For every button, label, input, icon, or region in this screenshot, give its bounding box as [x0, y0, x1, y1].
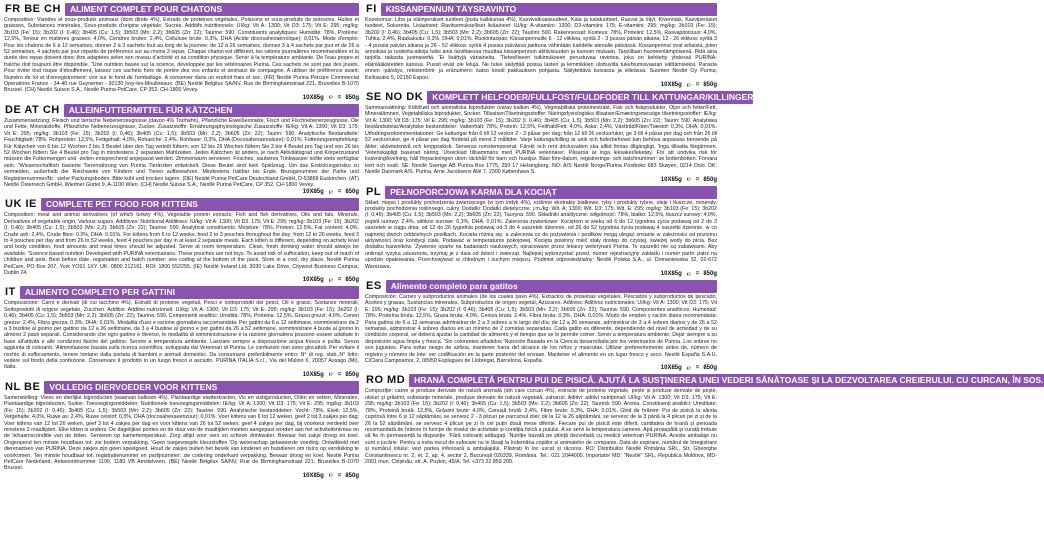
pack-count: 10X85g — [660, 365, 682, 372]
net-weight-line — [365, 81, 717, 89]
equals-sign: = — [695, 82, 700, 89]
equals-sign: = — [337, 189, 342, 196]
section-body: Composition: Viandes et sous-produits animaux (dont dinde 4%), Extraits de protéines végétales, Poissons et sous-produits de poissons, Huiles et graisses, Substances minérales, Sous-produits d'origine végétale, Sucres. Additifs nutritionnels: UI/kg: Vit A: 1300; Vit D3: 175; Vit E: 295; mg/kg: 3b103 (Fe: 15); 3b202 (I: 0,46); 3b405 (Cu: 1,5); 3b503 (Mn: 2,2); 3b605 (Zn: 22); Taurine: 590. Constituants analytiques: Humidité: 78%, Protéine: 12,5%, Teneur en matières grasses: 4,0%, Cendres brutes: 2,4%, Cellulose brute: 0,3%, DHA (Acide docosahexaénoïque): 0,01%. Mode d'emploi: Pour les chatons de 6 à 12 semaines, donner 2 à 3 sachets tout au long de la journée; de 12 à 26 semaines, donnez 3 à 4 sachets par jour et de 26 à 52 semaines, 4 sachets par jour répartis de préférence sur au moins 2 repas. Chaque chaton est différent, les rations journalières recommandées et la durée des repas doivent donc être adaptées selon son niveau d'activité et sa condition physique. Servir à la température ambiante. De l'eau propre et fraîche doit toujours être disponible. "Une nutrition basée sur la science, développée par les vétérinaires Purina. Ces sachets ne sont pas des jouets. Pour éviter tout risque d'étouffement, laissez ces sachets hors de portée des vos enfants et animaux de compagnie. A utiliser de préférence avant: Numéro de lot et d'enregistrement: voir sur le fond de l'emballage. A conserver dans un endroit frais et sec. (FR) Nestlé Purina Petcare Commercial Operations France - 34-40 rue Guynemer - 92130 Issy-les-Moulineaux. (BE) Nestlé Belgilux SA/NV, Rue de Birminghamstraat 221, Bruxelles B-1070 Brussel. (CH) Nestlé Suisse S.A., Nestlé Purina PetCare, CP 352, CH-1800 Vevey. — [4, 17, 359, 94]
section-header — [4, 381, 359, 394]
estimated-sign-icon: ℮ — [328, 188, 333, 196]
section-title: ALIMENTO COMPLETO PER GATTINI — [20, 286, 359, 299]
section-title: Alimento completo para gatitos — [386, 280, 717, 293]
section-header — [365, 374, 1044, 387]
language-code: SE NO DK — [366, 91, 424, 104]
section-body: Composición: Carnes y subproductos animales (de los cuales pavo 4%), Extractos de proteínas vegetales, Pescados y subproductos de pescado, Aceites y grasas, Sustancias minerales, Subproductos de origen vegetal, Azúcares. Aditivos: Aditivos nutricionales: UI/kg: Vit A: 1300; Vit D3: 175; Vit E: 295; mg/kg: 3b103 (Fe: 15); 3b202 (I: 0,46); 3b405 (Cu: 1,5); 3b503 (Mn: 2,2); 3b605 (Zn: 22); Taurina: 590. Componentes analíticos: Humedad: 78%, Proteína bruta: 12,5%, Grasa bruta: 4,0%, Ceniza bruta: 2,4%, Fibra bruta: 0,3%, DHA: 0,01%. Modo de empleo y ración diaria recomendada: Para gatitos de 6 a 12 semanas administrar de 2 a 3 sobres a lo largo del día; de 12 a 26 semanas, administrar de 3 a 4 sobres diarios y de 26 a 52 semanas, administrar 4 sobres diarios en un mínimo de 2 comidas separadas. Cada gatito es diferente, dependiendo del nivel de actividad y de su condición corporal, se deberá ajustar la cantidad de alimento y el tiempo que se le permite comer. Servir a temperatura ambiente. Dejar siempre a su disposición agua limpia y fresca. 'Sin colorantes añadidos 'Nutrición Basada en la Ciencia desarrollada por los veterinarios de Purina. Los sobres no son juguetes. Para evitar riesgo de asfixia, mantener fuera del alcance de los niños y mascotas. Utilizar preferentemente antes de, número de registro y número de lote: ver codificación en la parte posterior del envase. Mantener el alimento en un lugar fresco y seco. Nestlé España S.A.U. C/Clara Campoamor, 2, 08950 Esplugues de Llobregat, Barcelona, España. — [365, 294, 717, 365]
net-weight-line — [365, 364, 717, 372]
section-header — [4, 198, 359, 211]
net-weight-line — [365, 176, 717, 184]
section-title: COMPLETE PET FOOD FOR KITTENS — [41, 198, 359, 211]
language-code: IT — [5, 286, 16, 299]
net-weight-line — [4, 472, 359, 480]
estimated-sign-icon: ℮ — [328, 371, 333, 379]
equals-sign: = — [337, 94, 342, 101]
section-header — [4, 286, 359, 299]
section-nl — [4, 381, 359, 480]
language-code: NL BE — [5, 380, 41, 393]
estimated-sign-icon: ℮ — [328, 94, 333, 102]
net-weight: 850g — [703, 82, 717, 89]
section-fr — [4, 3, 359, 102]
section-title: KOMPLETT HELFODER/FULLFOST/FULDFODER TILL KATTUNGAR/KILLINGER — [427, 91, 753, 104]
language-code: ES — [366, 280, 382, 292]
net-weight-line — [4, 94, 359, 102]
pack-count: 10X85g — [302, 277, 324, 284]
net-weight: 850g — [703, 176, 717, 183]
section-title: ALLEINFUTTERMITTEL FÜR KÄTZCHEN — [64, 104, 359, 117]
net-weight-line — [4, 371, 359, 379]
section-de — [4, 104, 359, 196]
net-weight: 850g — [345, 94, 359, 101]
net-weight: 850g — [703, 271, 717, 277]
estimated-sign-icon: ℮ — [686, 364, 691, 372]
section-pl — [365, 186, 717, 278]
net-weight: 850g — [345, 189, 359, 196]
net-weight: 850g — [703, 365, 717, 372]
estimated-sign-icon: ℮ — [686, 81, 691, 89]
section-body: Zusammensetzung: Fleisch und tierische Nebenerzeugnisse (davon 4% Truthahn), Pflanzliche Eiweißextrakte, Fisch und Fischnebenerzeugnisse, Öle und Fette, Mineralstoffe, Pflanzliche Nebenerzeugnisse, Zucker. Zusatzstoffe: Ernährungsphysiologische Zusatzstoffe: IE/kg: Vit A: 1300; Vit D3: 175; Vit E: 295; mg/kg: 3b103 (Fe: 15); 3b202 (I: 0,46); 3b405 (Cu: 1,5); 3b503 (Mn: 2,2); 3b605 (Zn: 22); Taurin: 590. Analytische Bestandteile: Feuchtigkeit: 78%, Rohprotein: 12,5%, Fettgehalt: 4,0%, Rohasche: 2,4%, Rohfaser: 0,3%, DHA (Docosahexaensäure): 0,01%. Fütterungsempfehlung: Für Kätzchen von 6 bis 12 Wochen 2 bis 3 Beutel über den Tag verteilt füttern; von 12 bis 26 Wochen füttern Sie 3 bis 4 Beutel pro Tag und von 26 bis 52 Wochen füttern Sie 4 Beutel pro Tag in mindestens 2 separaten Mahlzeiten. Jedes Kätzchen ist anders, je nach Aktivitätsgrad und Körperzustand müssen die Futtermengen und -zeiten entsprechend angepasst werden. Zimmerwarm servieren. Frisches, sauberes Trinkwasser sollte stets verfügbar sein. "Wissenschaftlich basierte Tierernährung von Purina Tierärzten entwickelt. Diese Beutel sind kein Spielzeug. Um das Erstickungsrisiko zu vermeiden, außerhalb der Reichweite von Kindern und Tieren aufbewahren. Mindestens haltbar bis Ende, Bezugsnummer der Partie und Registriernummer/Nr.: siehe Packungsboden. Bitte kühl und trocken lagern. (DE) Nestlé Purina PetCare Deutschland GmbH, D-53869 Euskirchen. (AT) Nestlé Österreich GmbH, Wiedner Gürtel 9, A-1100 Wien. (CH) Nestlé Suisse S.A., Nestlé Purina PetCare, CP 352, CH-1800 Vevey. — [4, 117, 359, 188]
section-ro — [365, 374, 1044, 465]
equals-sign: = — [695, 176, 700, 183]
section-header — [365, 186, 717, 199]
section-header — [4, 3, 359, 16]
language-code: DE AT CH — [5, 103, 60, 116]
section-header — [4, 104, 359, 117]
pack-count: 10X85g — [660, 176, 682, 183]
section-body: Composition: meat and animal derivatives (of which turkey 4%), Vegetable protein extracts, Fish and fish derivatives, Oils and fats, Minerals, Derivatives of vegetable origin, Various sugars. Additives: Nutritional Additives: IU/kg: Vit A: 1300; Vit D3: 175; Vit E: 295; mg/kg: 3b103 (Fe: 15); 3b202 (I: 0,46); 3b405 (Cu: 1,5); 3b503 (Mn: 2,2); 3b605 (Zn: 22); Taurine: 590. Analytical constituents: Moisture: 78%, Protein: 12.5%, Fat content: 4.0%, Crude ash: 2.4%, Crude fibre: 0.3%, DHA: 0.01%. For kittens from 6 to 12 weeks, feed 2 to 3 pouches throughout the day; from 12 to 26 weeks, feed 3 to 4 pouches per day and from 26 to 52 weeks, feed 4 pouches per day in at least 2 separate meals. Each kitten is different, depending on activity level and body condition, food amounts and meal times should be adjusted. Serve at room temperature. Clean, fresh drinking water should always be available. 'Science based nutrition Developed with PURINA veterinarians. These pouches are not toys. To avoid risk of suffocation, keep out of reach of children and pets. Best before date, registration and batch number: see coding at the bottom of the pack. Store in a cool, dry place. Nestlé Purina PetCare, PO Box 207, York YO91 1XY. UK: 0800 212161, ROI: 1800 552255. (IE) Nestlé Ireland Ltd, 3030 Lake Drive, Citywest Business Campus, Dublin 24. — [4, 212, 359, 276]
language-code: RO MD — [366, 374, 406, 387]
pack-count: 10X85g — [302, 189, 324, 196]
section-body: Koostumus: Liha ja eläinperäiset tuotteet (josta kalkkunaa 4%), Kasvivalkuaisuutteet, Kala ja kalatuotteet, Rasvat ja öljyt, Kivennäis, Kasviperäiset tuotteet, Sokereita. Lisäaineet: Ravitsemukselliset lisäaineet: IU/kg: A-vitamiini: 1300; D3-vitamiini: 175; E-vitamiini: 295; mg/kg: 3b103 (Fe: 15); 3b202 (I: 0,46); 3b405 (Cu: 1,5); 3b503 (Mn: 2,2); 3b605 (Zn: 22); Tauriini: 590. Rakenneosat: Kosteus: 78%, Proteiini: 12,5%, Rasvapitoisuus: 4,0%, Tuhka: 2,4%, Raakakuitu: 0,3%, DHA: 0,01%. Ruokintaopas: Kissanpennuille 6 - 12 viikkoa, syötä 2 - 3 pussia päivän aikana; 12 - 26 viikkoa: syötä 3 - 4 pussia päivän aikana ja 26 - 52 viikkoa: syötä 4 pussia päivässä jaettuna vähintään kahdelle aterialle päivässä. Kissanpennut ovat erilaisia, joten annoksia ja ruokinta-aikoja tulisi aina tarvittaessa muuttaa kissanpennun aktiivisuuden ja kunnon mukaan. Tarjoillaan huoneenlämpöisenä. Pidä aina tarjolla raikasta juomavettä. 'Ei lisättyjä väriaineita. 'Tieteelliseen tutkimukseen perustuvaa ravintoa, joka on kehitetty yhdessä PURINA-eläinlääkäreiden kanssa. Pussit eivät ole leluja. Ne tulee säilyttää poissa lasten ja lemmikkien ulottuvilta tukehtumisvaaran välttämiseksi. Parasta ennen -päiväys, rekisteröinti- ja eränumero: katso koodi pakkauksen pohjasta. Säilytettävä kuivassa ja viileässä. Suomen Nestlé Oy Purina, Kelloaukio 5, 02150 Espoo. — [365, 17, 717, 81]
section-body: Skład: mięso i produkty pochodzenia zwierzęcego (w tym indyk 4%), roślinne ekstrakty białkowe, ryby i produkty rybne, oleje i tłuszcze, minerały, produkty pochodzenia roślinnego, cukry. Dodatki: Dodatki dietetyczne: j.m./kg: Wit. A: 1300; Wit. D3: 175; Wit. E: 295; mg/kg: 3b103 (Fe: 15); 3b202 (I: 0,46); 3b405 (Cu: 1,5); 3b503 (Mn: 2,2); 3b605 (Zn: 22); Tauryna: 590. Składniki analityczne: wilgotność: 78%, białko: 12,5%, tłuszcz surowy: 4,0%, popiół surowy: 2,4%, włókno surowe: 0,3%, DHA: 0,01%. Zalecenia żywieniowe: Kociętom w wieku od 6 do 12 tygodnia życia podawaj od 2 do 3 saszetek w ciągu dnia; od 12 do 26 tygodnia podawaj od 3 do 4 saszetek dziennie, od 26 do 52 tygodnia życia podawaj 4 saszetki dziennie, w co najmniej dwóch oddzielnych posiłkach. Kocięta różnią się, a zalecenia co do pożywienia i posiłków mogą ulegać zmianie w zależności od poziomu aktywności oraz kondycji ciała. Podawać w temperaturze pokojowej. Kocięta powinny mieć stały dostęp do czystej, świeżej wody do picia. Bez dodatku barwników. 'Żywienie oparte na badaniach naukowych, opracowane przez lekarzy weterynarii Purina. Te saszetki nie są zabawkami. Aby uniknąć ryzyka uduszenia, trzymaj je z dala od dzieci i zwierząt. Najlepiej wykorzystać przed, numer rejestracyjny zakładu i numer partii: patrz na spodzie opakowania. Przechowywać w chłodnym i suchym miejscu. Podmiot odpowiedzialny: Nestlé Polska S.A., ul. Domaniewska 32, 02-672 Warszawa. — [365, 199, 717, 270]
section-body: Composizione: Carni e derivati (di cui tacchino 4%), Estratti di proteine vegetali, Pesci e sottoprodotti dei pesci, Oli e grassi, Sostanze minerali, Sottoprodotti di origine vegetale, Zuccheri. Additivi: Additivi nutrizionali: UI/kg: Vit A: 1300; Vit D3: 175; Vit E: 295; mg/kg: 3b103 (Fe: 15); 3b202 (I: 0,46); 3b405 (Cu: 1,5); 3b503 (Mn: 2,2); 3b605 (Zn: 22); Taurina: 590. Componenti analitici: Umidità: 78%, Proteina: 12,5%, Grassi grezzi: 4,0%, Ceneri grezze: 2,4%, Fibra grezza: 0,3%, DHA: 0,01%. Modalità d'uso e razione giornaliera raccomandata: Per gattini da 6 a 12 settimane, somministrare da 2 a 3 bustine al giorno per gattino da 12 a 26 settimane, da 3 a 4 bustine al giorno e per gattini da 26 a 52 settimane, somministrare 4 buste al giorno in almeno 2 pasti separati. Considerando che ogni gattino è diverso, le modalità di somministrazione e la razione giornaliera possono essere adattate in base all'attività e alle condizioni fisiche del gattino. Servire a temperatura ambiente. Lasciare sempre a disposizione acqua fresca e pulita. Senza aggiunta di coloranti. 'Alimentazione basata sulla ricerca scientifica, sviluppata dai Veterinari di Purina. Le confezioni non sono giocattoli. Per evitare il rischio di soffocamento, tenere lontano dalla portata di bambini e animali domestici. Da consumarsi preferibilmente entro: N° di reg. stab.,N° lotto: vedere sul fondo della confezione. Conservare il prodotto in un luogo fresco e asciutto. PURINA ITALIA S.r.l., Via del Mulino 6, 20057 Assago (MI), Italia. — [4, 300, 359, 371]
language-code: FR BE CH — [5, 3, 61, 15]
section-title: ALIMENT COMPLET POUR CHATONS — [65, 3, 359, 16]
net-weight-line — [365, 270, 717, 278]
pack-count: 10X85g — [660, 271, 682, 277]
pack-count: 10X85g — [302, 472, 324, 479]
section-title: VOLLEDIG DIERVOEDER VOOR KITTENS — [44, 381, 359, 394]
net-weight: 850g — [345, 277, 359, 284]
section-fi — [365, 3, 717, 89]
section-title: HRANĂ COMPLETĂ PENTRU PUI DE PISICĂ. AJUTĂ LA SUSȚINEREA UNEI VEDERI SĂNĂTOASE ȘI LA DEZVOLTAREA CREIERULUI. CU CURCAN, ÎN SOS. — [409, 374, 1043, 387]
section-se — [365, 91, 754, 184]
equals-sign: = — [337, 371, 342, 378]
net-weight: 850g — [345, 472, 359, 479]
pack-count: 10X85g — [660, 82, 682, 89]
equals-sign: = — [695, 271, 700, 277]
language-code: PL — [366, 185, 382, 198]
estimated-sign-icon: ℮ — [328, 276, 333, 284]
net-weight: 850g — [345, 371, 359, 378]
estimated-sign-icon: ℮ — [686, 176, 691, 184]
section-it — [4, 286, 359, 378]
language-code: UK IE — [5, 198, 37, 211]
section-uk — [4, 198, 359, 284]
section-title: PEŁNOPORCJOWA KARMA DLA KOCIĄT — [385, 186, 717, 199]
net-weight-line — [4, 188, 359, 196]
language-code: FI — [366, 3, 377, 15]
equals-sign: = — [337, 472, 342, 479]
equals-sign: = — [695, 365, 700, 372]
section-header — [365, 3, 717, 16]
right-column — [365, 3, 1044, 538]
section-title: KISSANPENNUN TÄYSRAVINTO — [381, 3, 717, 16]
net-weight-line — [4, 276, 359, 284]
left-column — [4, 3, 359, 538]
section-body: Compoziție: carne și produse derivate de natură animală (din care curcan 4%), extracte de proteine vegetale, pește și produse derivate de pește, uleiuri și grăsimi, substanțe minerale, produse derivate de natură vegetală, zaharuri. Aditivi: aditivi nutriționali: UI/kg: Vit A: 1300; Vit D3: 175; Vit E: 295; mg/kg: 3b103 (Fe: 15); 3b202 (I: 0,46); 3b405 (Cu: 1,5); 3b503 (Mn: 2,2); 3b605 (Zn: 22); Taurină: 590. Aroma. Constituenți analitici: Umiditate: 78%, Proteină brută: 12,5%, Grăsimi brute: 4,0%, Cenușă brută: 2,4%, Fibre brute: 0,3%, DHA: 0,01%. Ghid de hrănire: Pui de pisică la vârsta cuprinsă între 6 și 12 săptămâni, se servesc 2 - 3 plicuri pe parcursul zilei; de la 12 la 26 săptămâni, se servesc de la 3 până la 4 plicuri pe zi și de la 26 la 52 săptămâni, se servesc 4 plicuri pe zi în cel puțin două mese diferite. Fiecare pui de pisică este diferit, cantitatea de hrană și perioada recomandată de hrănire în funcție de nivelul de activitate și condiția fizică a puiului. A se servi la temperatura camerei. Apă proaspătă și curată trebuie să fie în permanență la dispoziție. 'Fără coloranți adăugați. 'Nutriție bazată pe știință dezvoltată cu medicii veterinari PURINA. Aceste ambalaje nu sunt o jucărie. Pentru a evita riscul de sufocare nu le lăsați la îndemâna copiilor și animalelor de companie. Data de expirare, numărul de înregistrare și numărul lotului: vezi partea inferioară a ambalajului. Păstrați în loc uscat și răcoros. RO: Distribuitor Nestlé România SRL, Str. Gheorghe Constantinescu nr. 2, et. 2, ap. 4, sector 2, București 020339, România. Tel.: 021 2044000. Importator MD: "Nestlé" SRL, Republica Moldova, MD-2001 mun. Chișinău, str. A. Pușkin, 45/A; Tel. +373 22 859 200. — [365, 388, 717, 465]
section-header — [365, 280, 717, 293]
estimated-sign-icon: ℮ — [686, 270, 691, 278]
section-body: Sammansättning: Kött/Kød och animaliska biprodukter (varav kalkon 4%), Vegetabiliska proteinextrakt, Fisk och fiskprodukter, Oljor och fetter/Fett, Mineralämnen, Vegetabiliska biprodukter, Socker. Tillsatser/Tilsetningsstoffer: Näringsfysiologiska tillsatser/Ernæringsmessige tilsetningsstoffer: IE/kg: Vit A: 1300; Vit D3: 175; Vit E: 295; mg/kg: 3b103 (Fe: 15); 3b202 (I: 0,46); 3b405 (Cu: 1,5); 3b503 (Mn: 2,2); 3b605 (Zn: 22); Taurin: 590. Analytiska beståndsdelar/Analytiske bestanddeler: Vattenhalt: 78%, Protein: 12,5%, Fetthalt/Fett: 4,0%, Aska: 2,4%, Växttråd/Fiber/Træstof: 0,3%, DHA: 0,01%. Utfodringsrekommendationer: Ge kattungar från 6 till 12 veckor 2 - 3 påsar per dag; från 12 till 26 veckor/uker, ge 3 till 4 påsar per dag och från 26 till 52 veckor/uker, ge 4 påsar per dag fördelat på minst 2 måltider. Varje kattunge/killing är unik och foderbehovet kan behöva anpassas beroende på ålder, aktivitetsnivå och kroppsskick. Serveras rumstempererat. Färskt och rent dricksvatten ska alltid finnas tillgängligt. 'Inga tillsatta färgämnen. 'Vetenskapligt baserad näring. Utvecklad tillsammans med PURINA veterinärer. Påsarna är inga leksaker/leketøy. För att undvika risk för kvävning/kvelning, håll förpackningen utom räckhåll för barn och husdjur. Bäst före-datum, registrerings- och batchnummer: se bottenbotten. Förvara torrt och svalt. SE: Nestlé Sverige AB Purina Box 1775, 250 17 Helsingborg. NO: A/S Nestlé Norge/Purina Postboks 683 Skøyen, 0214 Oslo. DK: Nestlé Danmark A/S, Purina, Arne Jacobsens Allé 7, 2300 København S. — [365, 105, 717, 176]
section-body: Samenstelling: Vlees en dierlijke bijproducten (waarvan kalkoen 4%), Plantaardige eiwitextracten, Vis en visbijproducten, Oliën en vetten, Mineralen, Plantaardige bijproducten, Suiker. Toevoegingsmiddelen: Nutritionele toevoegingsmiddelen: IE/kg: Vit A: 1300; Vit D3: 175; Vit E: 295; mg/kg: 3b103 (Fe: 15); 3b202 (I: 0,46); 3b405 (Cu: 1,5); 3b503 (Mn: 2,2); 3b605 (Zn: 22); Taurine: 590. Analytische bestanddelen: Vocht: 78%, Eiwit: 12,5%, Vetgehalte: 4,0%, Ruwe as: 2,4%, Ruwe celstof: 0,3%, DHA (docosahexaeenzuur): 0,01%. Voer kittens van 6 tot 12 weken, geef 2 tot 3 zakjes per dag; Voer kittens van 12 tot 26 weken, geef 3 tot 4 zakjes per dag en voor kittens van 26 tot 52 weken, geef 4 zakjes per dag, bij voorkeur verdeeld over minstens 2 maaltijden. Elke kitten is anders. De dagelijkse porties en de duur van de maaltijden moeten aangepast worden aan het activiteitsniveau en de lichaamsconditie van de kitten. Serveren op kamertemperatuur. Zorg altijd voor vers en schoon drinkwater. Bewaar het zakje droog en koel. Ongeopend ten minste houdbaar tot: zie bodem verpakking. 'Geen toegevoegde kleurstoffen 'Op wetenschap gebaseerde voeding. Ontwikkeld met dierenartsen van PURINA. Deze zakjes zijn geen speelgoed. Houd de zakjes buiten het bereik van kinderen en huisdieren om risico op verstikking te voorkomen. Ten minste houdbaar tot, registratienummer en partijnummer: zie codering onderkant verpakking. Bewaar droog en koel. Nestlé Purina PetCare Nederland, Antwoordnummer 1199, 1180 VB Amstelveen. (BE) Nestlé Belgilux SA/NV, Rue de Birminghamstraat 221, Bruxelles B-1070 Brussel. — [4, 394, 359, 472]
pack-count: 10X85g — [302, 94, 324, 101]
section-header — [365, 91, 754, 104]
pack-count: 10X85g — [302, 371, 324, 378]
section-es — [365, 280, 717, 372]
equals-sign: = — [337, 277, 342, 284]
estimated-sign-icon: ℮ — [328, 472, 333, 480]
